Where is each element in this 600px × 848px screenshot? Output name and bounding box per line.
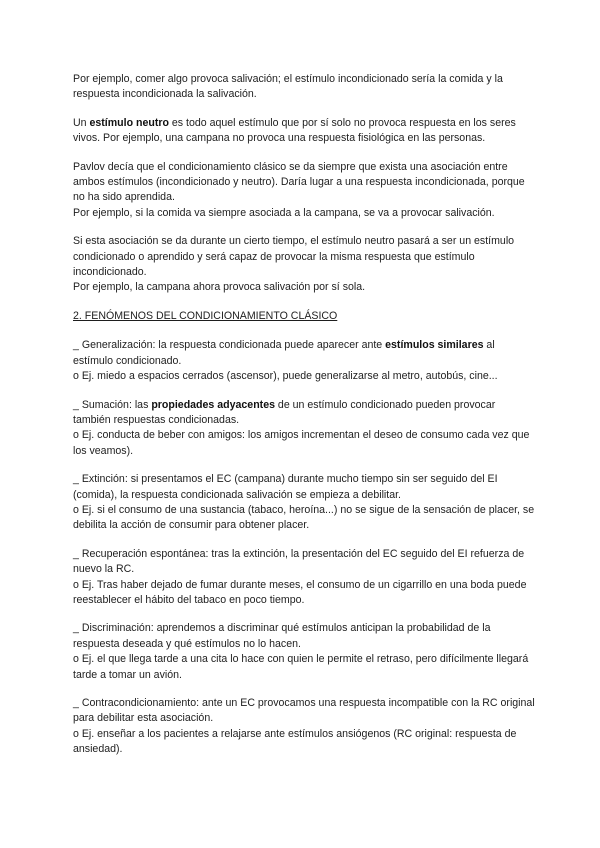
item-text: _ Discriminación: aprendemos a discriminar qué estímulos anticipan la probabilidad de la respuesta deseada y qué estímulos no lo hacen. <box>73 622 491 650</box>
item-discriminacion <box>73 621 535 683</box>
item-example: o Ej. enseñar a los pacientes a relajarse ante estímulos ansiógenos (RC original: respuesta de ansiedad). <box>73 727 517 756</box>
item-text: _ Extinción: si presentamos el EC (campana) durante mucho tiempo sin ser seguido del EI (comida), la respuesta condicionada salivación se empieza a debilitar. <box>73 473 498 501</box>
paragraph-text: Por ejemplo, comer algo provoca salivación; el estímulo incondicionado sería la comida y la respuesta incondicionada la salivación. <box>73 73 503 101</box>
item-example: o Ej. miedo a espacios cerrados (ascensor), puede generalizarse al metro, autobús, cine... <box>73 370 498 383</box>
paragraph-text: Pavlov decía que el condicionamiento clásico se da siempre que exista una asociación entre ambos estímulos (incondicionado y neutro). Daría lugar a una respuesta incondicionada, porque no ha sido aprendida. <box>73 160 525 204</box>
item-text: _ Recuperación espontánea: tras la extinción, la presentación del EC seguido del EI refuerza de nuevo la RC. <box>73 547 525 576</box>
paragraph-example: Por ejemplo, la campana ahora provoca salivación por sí sola. <box>73 281 366 294</box>
item-text: _ Sumación: las <box>73 398 152 411</box>
item-example: o Ej. si el consumo de una sustancia (tabaco, heroína...) no se sigue de la sensación de placer, se debilita la acción de consumir para obtener placer. <box>73 503 535 532</box>
paragraph-text: es todo aquel estímulo que por sí solo no provoca respuesta en los seres vivos. Por ejemplo, una campana no provoca una respuesta fisiológica en las personas. <box>73 116 516 145</box>
paragraph-example: Por ejemplo, si la comida va siempre asociada a la campana, se va a provocar salivación. <box>73 206 495 219</box>
paragraph-conditioned-stimulus <box>73 234 535 296</box>
item-example: o Ej. el que llega tarde a una cita lo hace con quien le permite el retraso, pero difícilmente llegará tarde a tomar un avión. <box>73 653 529 681</box>
section-heading-text: 2. FENÓMENOS DEL CONDICIONAMIENTO CLÁSICO <box>73 309 338 322</box>
paragraph-neutral-stimulus <box>73 116 535 147</box>
bold-term-adjacent-properties: propiedades adyacentes <box>151 398 275 411</box>
paragraph-pavlov <box>73 160 535 222</box>
paragraph-text: Si esta asociación se da durante un cierto tiempo, el estímulo neutro pasará a ser un estímulo condicionado o aprendido y será capaz de provocar la misma respuesta que estímulo incondicionado. <box>73 235 515 279</box>
paragraph-unconditioned-example <box>73 72 535 103</box>
item-example: o Ej. Tras haber dejado de fumar durante meses, el consumo de un cigarrillo en una boda puede reestablecer el hábito del tabaco en poco tiempo. <box>73 578 527 606</box>
bold-term-neutral-stimulus: estímulo neutro <box>89 116 169 129</box>
bold-term-similar-stimuli: estímulos similares <box>385 339 484 352</box>
item-contracondicionamiento <box>73 696 535 758</box>
item-generalizacion <box>73 338 535 384</box>
item-sumacion <box>73 398 535 460</box>
document-body <box>73 72 535 771</box>
item-example: o Ej. conducta de beber con amigos: los amigos incrementan el deseo de consumo cada vez que los veamos). <box>73 429 530 457</box>
item-text: _ Contracondicionamiento: ante un EC provocamos una respuesta incompatible con la RC original para debilitar esta asociación. <box>73 697 535 725</box>
item-recuperacion <box>73 547 535 609</box>
item-text: _ Generalización: la respuesta condicionada puede aparecer ante <box>73 339 386 352</box>
item-text: al estímulo condicionado. <box>73 339 495 367</box>
paragraph-text: Un <box>73 116 90 129</box>
section-heading <box>73 309 535 324</box>
item-extincion <box>73 472 535 534</box>
item-text: de un estímulo condicionado pueden provocar también respuestas condicionadas. <box>73 398 496 426</box>
